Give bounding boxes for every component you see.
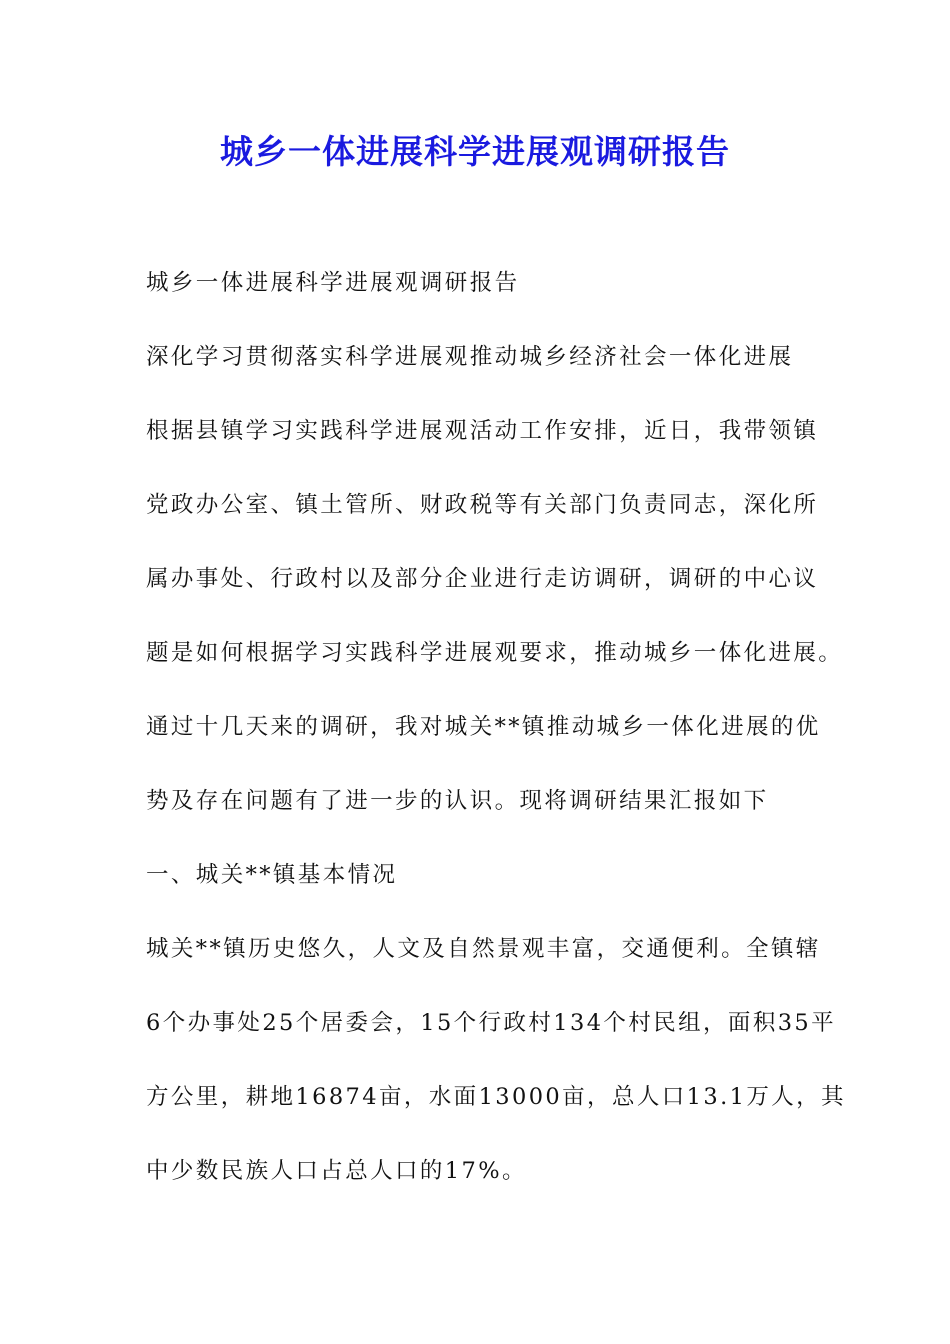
document-title: 城乡一体进展科学进展观调研报告	[220, 132, 730, 171]
paragraph-line: 中少数民族人口占总人口的17%。	[146, 1158, 527, 1184]
paragraph-line: 6个办事处25个居委会，15个行政村134个村民组，面积35平	[146, 1010, 837, 1036]
paragraph-line: 党政办公室、镇土管所、财政税等有关部门负责同志，深化所	[146, 492, 819, 518]
paragraph-line: 题是如何根据学习实践科学进展观要求，推动城乡一体化进展。	[146, 640, 844, 666]
paragraph-line: 属办事处、行政村以及部分企业进行走访调研，调研的中心议	[146, 566, 819, 592]
paragraph-line: 城关**镇历史悠久，人文及自然景观丰富，交通便利。全镇辖	[146, 936, 821, 962]
paragraph-line: 势及存在问题有了进一步的认识。现将调研结果汇报如下	[146, 788, 769, 814]
heading-line: 深化学习贯彻落实科学进展观推动城乡经济社会一体化进展	[146, 344, 794, 370]
section-heading: 一、城关**镇基本情况	[146, 862, 398, 888]
paragraph-line: 根据县镇学习实践科学进展观活动工作安排，近日，我带领镇	[146, 418, 819, 444]
subtitle-line: 城乡一体进展科学进展观调研报告	[146, 270, 520, 296]
paragraph-line: 通过十几天来的调研，我对城关**镇推动城乡一体化进展的优	[146, 714, 821, 740]
paragraph-line: 方公里，耕地16874亩，水面13000亩，总人口13.1万人，其	[146, 1084, 846, 1110]
